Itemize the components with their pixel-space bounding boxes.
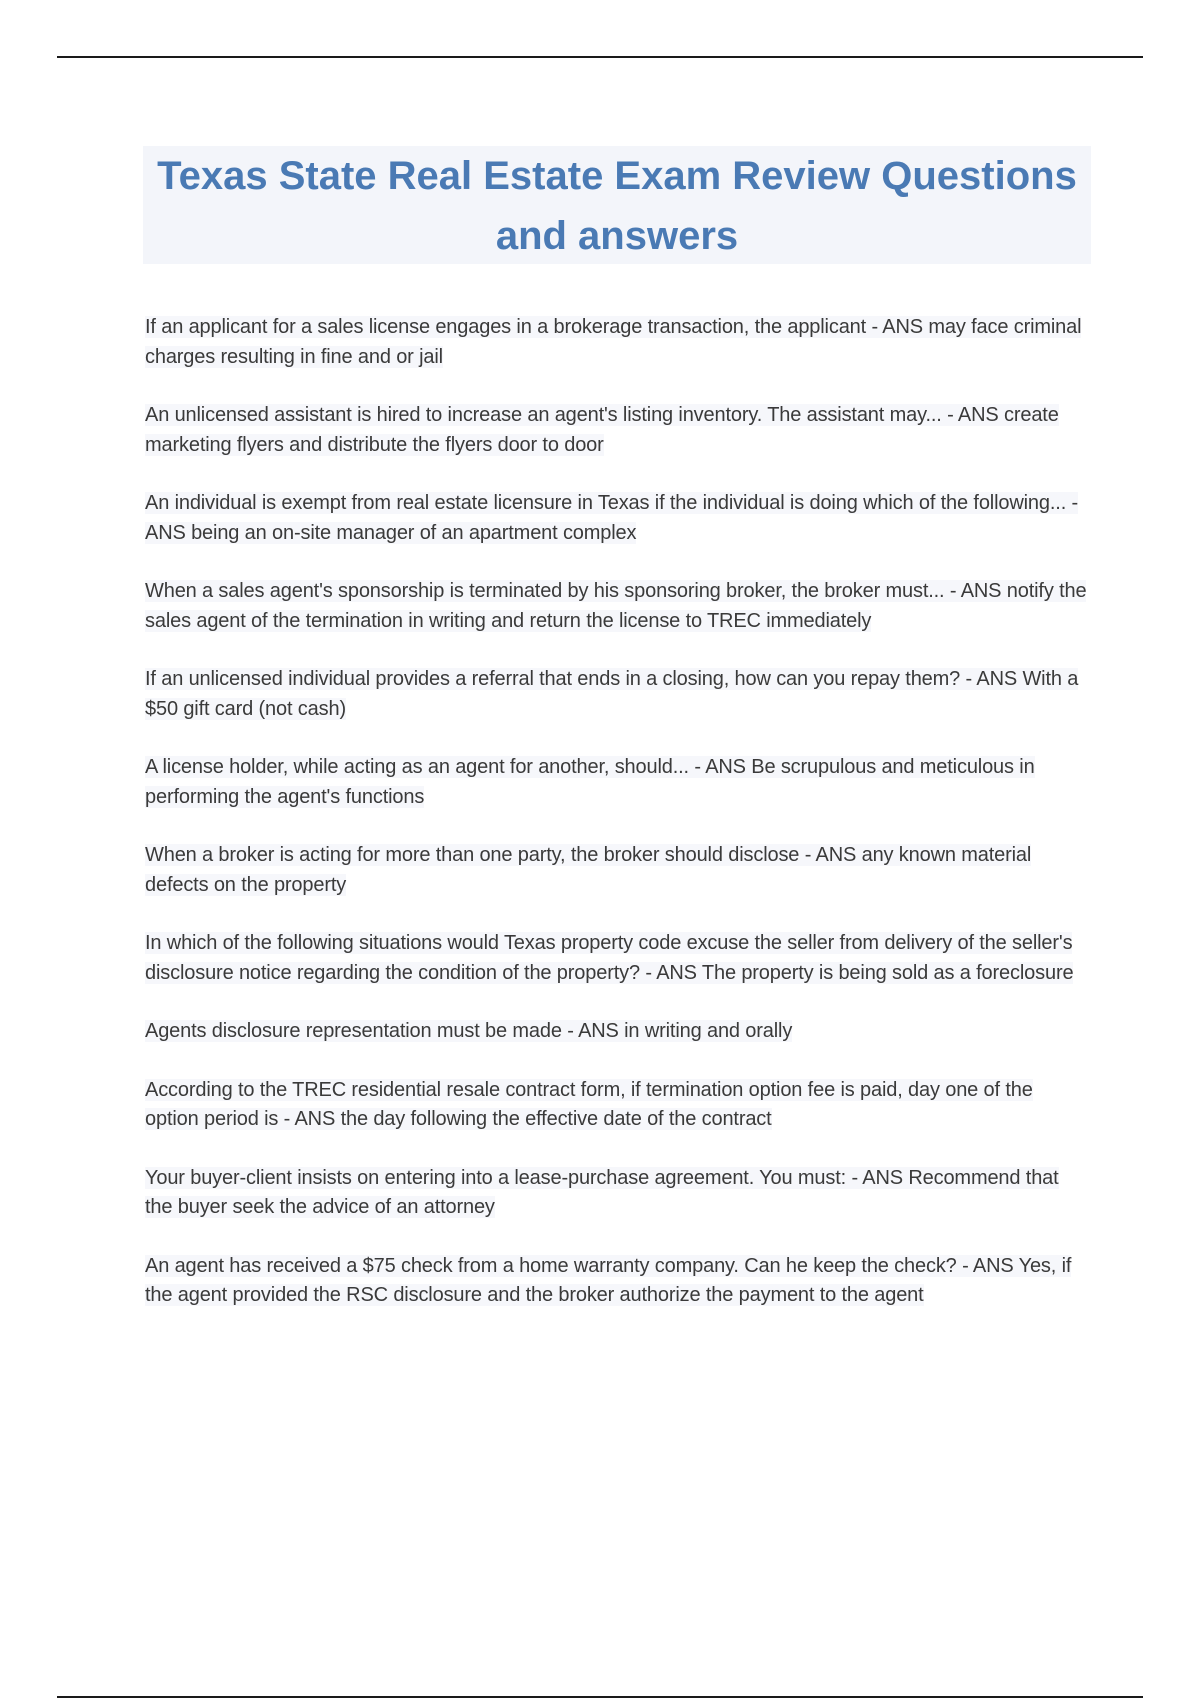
question-text: A license holder, while acting as an agent for another, should... (145, 756, 689, 778)
question-text: When a sales agent's sponsorship is terminated by his sponsoring broker, the broker must... (145, 580, 945, 602)
answer-separator: - (1066, 492, 1079, 514)
qa-item (145, 577, 1090, 636)
qa-item (145, 929, 1090, 988)
answer-separator: - (944, 580, 961, 602)
qa-text (145, 1020, 792, 1042)
question-text: An unlicensed assistant is hired to increase an agent's listing inventory. The assistant may... (145, 404, 942, 426)
qa-text (145, 1255, 1071, 1307)
question-text: If an applicant for a sales license engages in a brokerage transaction, the applicant (145, 316, 867, 338)
answer-text: ANS notify the sales agent of the termination in writing and return the license to TREC immediately (145, 580, 1087, 632)
answer-separator: - (866, 316, 883, 338)
qa-item (145, 1164, 1090, 1223)
answer-text: ANS The property is being sold as a foreclosure (656, 961, 1074, 984)
qa-text (145, 932, 1073, 984)
answer-separator: - (960, 668, 977, 690)
answer-text: ANS Yes, if the agent provided the RSC disclosure and the broker authorize the payment to the agent (145, 1254, 1072, 1306)
qa-item (145, 1076, 1090, 1135)
answer-text: ANS the day following the effective date of the contract (294, 1108, 772, 1130)
qa-item (145, 489, 1090, 548)
qa-text (145, 756, 1035, 808)
answer-text: ANS With a $50 gift card (not cash) (145, 668, 1079, 720)
question-text: In which of the following situations would Texas property code excuse the seller from delivery of the seller's disclosure notice regarding the condition of the property? (145, 932, 1073, 984)
qa-text (145, 404, 1059, 456)
question-text: When a broker is acting for more than one party, the broker should disclose (145, 844, 800, 866)
question-text: According to the TREC residential resale contract form, if termination option fee is paid, day one of the option period is (145, 1078, 1033, 1130)
answer-separator: - (941, 404, 958, 426)
qa-item (145, 1017, 1090, 1047)
answer-separator: - (639, 961, 657, 984)
answer-separator: - (278, 1108, 295, 1130)
qa-text (145, 844, 1031, 896)
question-text: Agents disclosure representation must be made (145, 1020, 562, 1042)
answer-separator: - (956, 1254, 973, 1277)
page-header-rule (57, 56, 1143, 58)
qa-item (145, 665, 1090, 724)
qa-text (145, 1079, 1033, 1131)
answer-text: ANS Be scrupulous and meticulous in performing the agent's functions (145, 756, 1035, 808)
qa-item (145, 313, 1090, 372)
question-text: Your buyer-client insists on entering into a lease-purchase agreement. You must: (145, 1166, 847, 1189)
qa-text (145, 580, 1086, 632)
question-text: If an unlicensed individual provides a referral that ends in a closing, how can you repay them? (145, 668, 961, 690)
answer-separator: - (799, 844, 816, 866)
qa-text (145, 492, 1078, 544)
qa-item (145, 841, 1090, 900)
answer-text: ANS Recommend that the buyer seek the advice of an attorney (145, 1166, 1059, 1218)
answer-separator: - (688, 756, 706, 778)
answer-text: ANS create marketing flyers and distribute the flyers door to door (145, 404, 1059, 456)
qa-list (145, 313, 1090, 1340)
answer-text: ANS in writing and orally (578, 1020, 793, 1042)
qa-text (145, 316, 1081, 368)
answer-text: ANS any known material defects on the property (145, 844, 1032, 896)
qa-item (145, 753, 1090, 812)
answer-text: ANS being an on-site manager of an apartment complex (145, 521, 637, 544)
answer-text: ANS may face criminal charges resulting in fine and or jail (145, 316, 1082, 368)
question-text: An individual is exempt from real estate licensure in Texas if the individual is doing which of the following... (145, 492, 1067, 514)
answer-separator: - (846, 1166, 863, 1189)
page-footer-rule (57, 1696, 1143, 1698)
document-title: Texas State Real Estate Exam Review Questions and answers (157, 154, 1077, 258)
qa-text (145, 1167, 1059, 1219)
question-text: An agent has received a $75 check from a home warranty company. Can he keep the check? (145, 1254, 957, 1277)
qa-text (145, 668, 1078, 720)
qa-item (145, 1252, 1090, 1311)
title-block (143, 146, 1091, 264)
answer-separator: - (561, 1020, 579, 1042)
qa-item (145, 401, 1090, 460)
